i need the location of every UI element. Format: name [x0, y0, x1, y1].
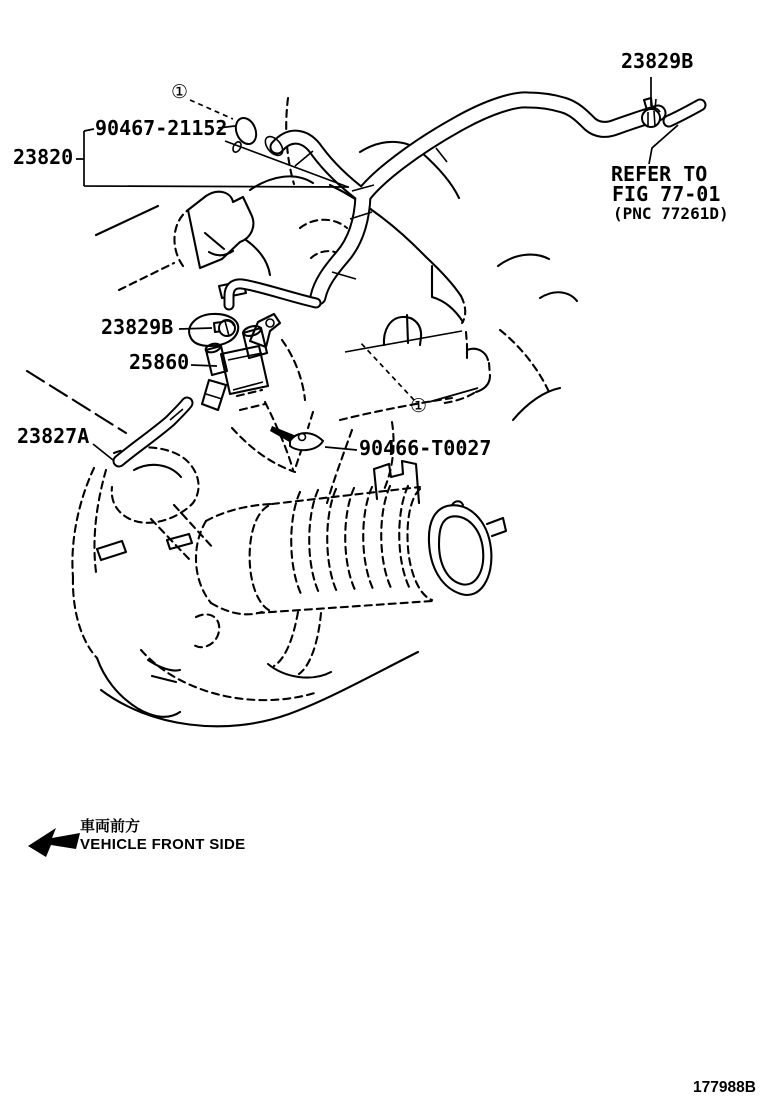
label-23829B-mid: 23829B	[101, 315, 174, 339]
label-90467-21152: 90467-21152	[95, 116, 228, 140]
clip-90466	[270, 426, 323, 450]
label-90466-T0027: 90466-T0027	[359, 436, 492, 460]
grommet-90467	[231, 115, 260, 154]
label-25860: 25860	[129, 350, 190, 374]
drawing-code: 177988B	[693, 1079, 756, 1096]
refer-note-line2: FIG 77-01	[612, 182, 721, 206]
engine-block-drawing	[27, 98, 577, 726]
vehicle-front-label-en: VEHICLE FRONT SIDE	[80, 836, 246, 853]
callout-1-icon: ①	[410, 395, 428, 417]
label-23827A: 23827A	[17, 424, 90, 448]
air-intake-bellows	[196, 461, 506, 678]
refer-note-line3: (PNC 77261D)	[613, 204, 729, 223]
label-23820: 23820	[13, 145, 74, 169]
hose-clamp-top	[642, 98, 660, 127]
vehicle-front-arrow-icon	[28, 828, 80, 857]
label-23829B-top: 23829B	[621, 49, 694, 73]
hose-clamp-mid	[214, 320, 235, 336]
vehicle-front-label-jp: 車両前方	[80, 817, 141, 835]
hose-23827A	[119, 403, 187, 461]
callout-1-icon: ①	[171, 81, 189, 103]
refer-note-line1: REFER TO	[611, 162, 708, 186]
